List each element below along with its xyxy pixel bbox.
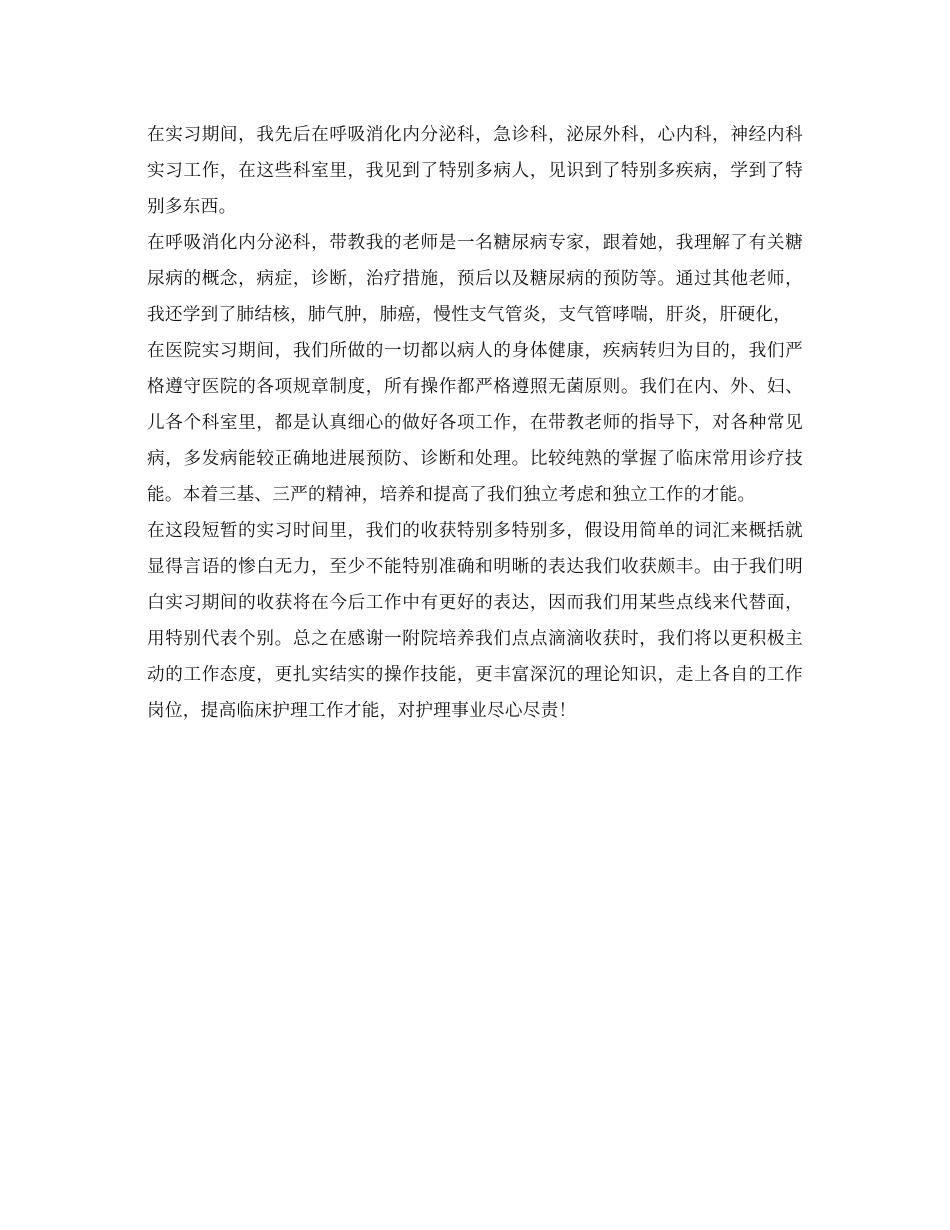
document-body [147,117,803,729]
paragraph-summary: 在这段短暂的实习时间里，我们的收获特别多特别多，假设用简单的词汇来概括就显得言语的惨白无力，至少不能特别准确和明晰的表达我们收获颇丰。由于我们明白实习期间的收获将在今后工作中有更好的表达，因而我们用某些点线来代替面，用特别代表个别。总之在感谢一附院培养我们点点滴滴收获时，我们将以更积极主动的工作态度，更扎实结实的操作技能，更丰富深沉的理论知识，走上各自的工作岗位，提高临床护理工作才能，对护理事业尽心尽责！ [147,521,803,721]
paragraph-endocrinology: 在呼吸消化内分泌科，带教我的老师是一名糖尿病专家，跟着她，我理解了有关糖尿病的概念，病症，诊断，治疗措施，预后以及糖尿病的预防等。通过其他老师，我还学到了肺结核，肺气肿，肺癌，慢性支气管炎，支气管哮喘，肝炎，肝硬化， [147,233,803,325]
paragraph-hospital-practice: 在医院实习期间，我们所做的一切都以病人的身体健康，疾病转归为目的，我们严格遵守医院的各项规章制度，所有操作都严格遵照无菌原则。我们在内、外、妇、儿各个科室里，都是认真细心的做好各项工作，在带教老师的指导下，对各种常见病，多发病能较正确地进展预防、诊断和处理。比较纯熟的掌握了临床常用诊疗技能。本着三基、三严的精神，培养和提高了我们独立考虑和独立工作的才能。 [147,341,803,505]
paragraph-internship-departments: 在实习期间，我先后在呼吸消化内分泌科，急诊科，泌尿外科，心内科，神经内科实习工作，在这些科室里，我见到了特别多病人，见识到了特别多疾病，学到了特别多东西。 [147,125,803,217]
